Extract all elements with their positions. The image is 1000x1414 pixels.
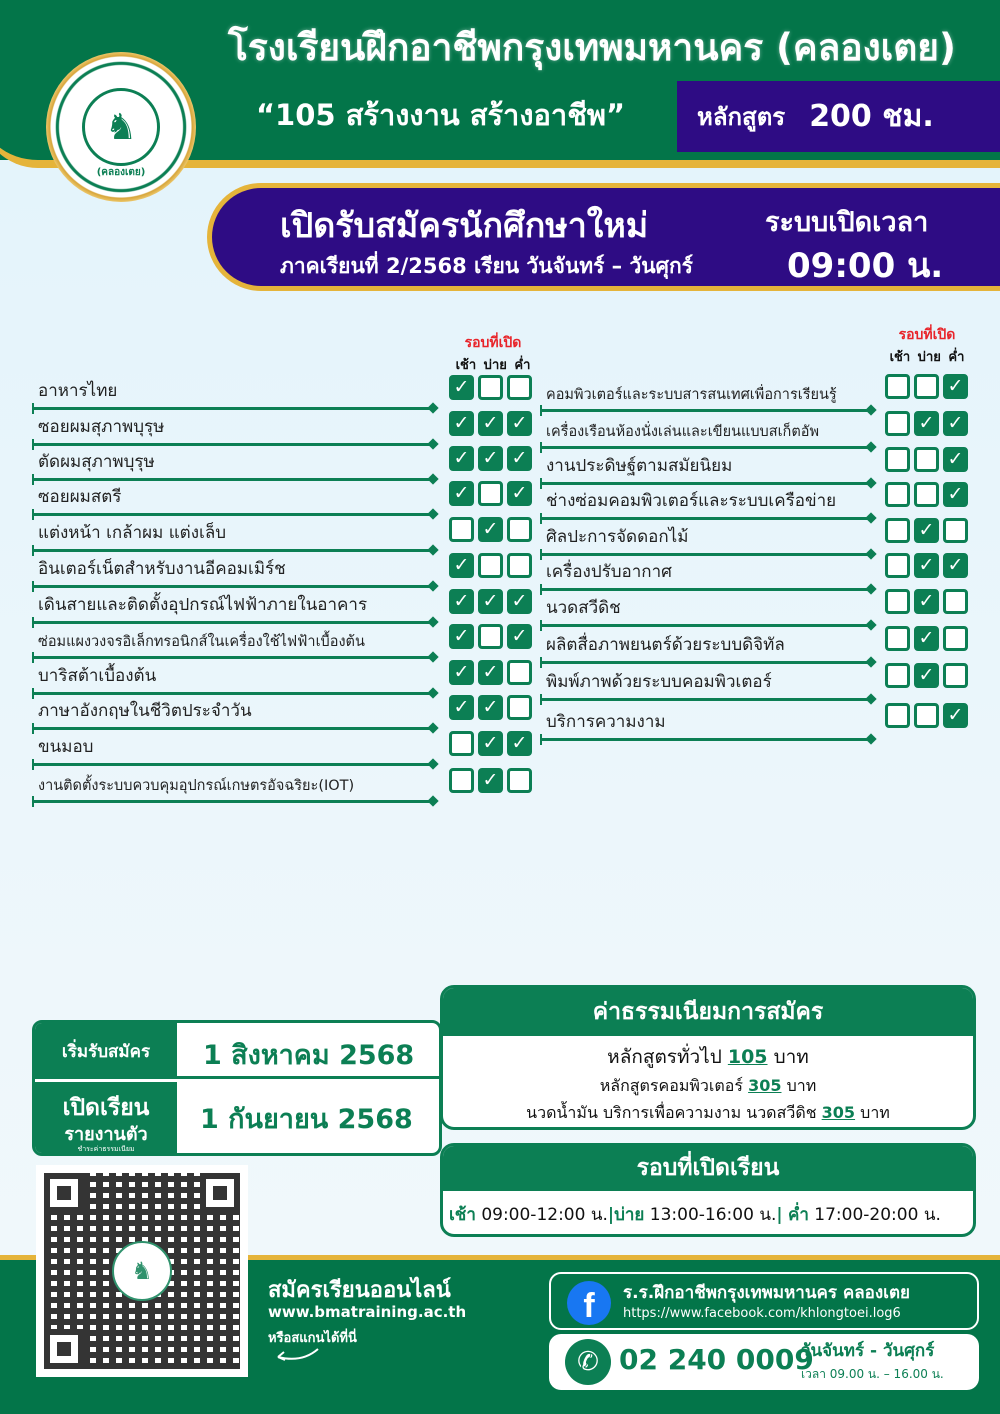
qr-pattern — [44, 1173, 240, 1369]
afternoon-checkbox-checked-icon: ✓ — [478, 589, 503, 614]
shift-labels: เช้า บ่าย ค่ำ — [889, 350, 965, 365]
afternoon-checkbox-checked-icon: ✓ — [478, 731, 503, 756]
afternoon-checkbox-empty-icon — [914, 447, 939, 472]
afternoon-checkbox-checked-icon: ✓ — [478, 517, 503, 542]
morning-checkbox-empty-icon — [885, 589, 910, 614]
course-row — [540, 591, 878, 627]
afternoon-checkbox-empty-icon — [478, 375, 503, 400]
afternoon-checkbox-empty-icon — [914, 703, 939, 728]
banner-title: เปิดรับสมัครนักศึกษาใหม่ — [280, 206, 649, 246]
fee-general-price: 105 — [727, 1046, 768, 1068]
course-row — [32, 445, 440, 481]
shift-checkboxes — [449, 517, 532, 542]
morning-checkbox-empty-icon — [885, 703, 910, 728]
fee-general-label: หลักสูตรทั่วไป — [607, 1046, 722, 1068]
qr-code[interactable] — [36, 1165, 248, 1377]
course-name: ซอยผมสตรี — [38, 487, 122, 507]
morning-checkbox-checked-icon: ✓ — [449, 624, 474, 649]
morning-checkbox-empty-icon — [449, 517, 474, 542]
phone-days: วันจันทร์ - วันศุกร์ — [801, 1341, 935, 1361]
course-name: อาหารไทย — [38, 381, 118, 401]
phone-hours: เวลา 09.00 น. – 16.00 น. — [801, 1367, 944, 1381]
course-row — [540, 449, 878, 485]
evening-checkbox-checked-icon: ✓ — [943, 411, 968, 436]
shift-checkboxes — [449, 731, 532, 756]
afternoon-checkbox-checked-icon: ✓ — [914, 663, 939, 688]
report-label: รายงานตัว — [64, 1124, 148, 1145]
fee-massage-price: 305 — [821, 1103, 856, 1122]
header-gold-line — [170, 160, 1000, 168]
evening-label: ค่ำ — [787, 1205, 809, 1225]
afternoon-checkbox-checked-icon: ✓ — [914, 589, 939, 614]
phone-contact[interactable] — [549, 1334, 979, 1390]
course-name: บาริสต้าเบื้องต้น — [38, 666, 157, 686]
afternoon-checkbox-empty-icon — [478, 553, 503, 578]
course-hours-label: หลักสูตร — [697, 103, 786, 131]
evening-checkbox-empty-icon — [507, 660, 532, 685]
morning-checkbox-empty-icon — [885, 626, 910, 651]
shift-checkboxes — [885, 703, 968, 728]
phone-number[interactable]: 02 240 0009 — [619, 1343, 814, 1376]
shift-checkboxes — [885, 663, 968, 688]
left-schedule-header — [450, 332, 536, 375]
morning-checkbox-empty-icon — [885, 518, 910, 543]
evening-checkbox-checked-icon: ✓ — [507, 731, 532, 756]
morning-checkbox-empty-icon — [449, 731, 474, 756]
evening-checkbox-checked-icon: ✓ — [943, 553, 968, 578]
shift-checkboxes — [449, 660, 532, 685]
course-name: ตัดผมสุภาพบุรุษ — [38, 452, 155, 472]
evening-checkbox-checked-icon: ✓ — [507, 589, 532, 614]
course-name: พิมพ์ภาพด้วยระบบคอมพิวเตอร์ — [546, 672, 772, 692]
morning-checkbox-empty-icon — [885, 553, 910, 578]
evening-checkbox-empty-icon — [507, 517, 532, 542]
dates-box — [32, 1020, 442, 1156]
evening-checkbox-checked-icon: ✓ — [507, 446, 532, 471]
course-name: ช่างซ่อมคอมพิวเตอร์และระบบเครือข่าย — [546, 491, 837, 511]
online-register-title: สมัครเรียนออนไลน์ — [268, 1278, 451, 1303]
scan-hint: หรือสแกนได้ที่นี่ — [268, 1331, 357, 1346]
course-row — [32, 552, 440, 588]
course-name: ภาษาอังกฤษในชีวิตประจำวัน — [38, 701, 252, 721]
morning-checkbox-empty-icon — [885, 663, 910, 688]
afternoon-checkbox-empty-icon — [478, 624, 503, 649]
course-underline — [32, 763, 432, 766]
morning-checkbox-checked-icon: ✓ — [449, 695, 474, 720]
course-row — [540, 484, 878, 520]
afternoon-checkbox-checked-icon: ✓ — [478, 695, 503, 720]
afternoon-checkbox-checked-icon: ✓ — [914, 553, 939, 578]
course-name: ศิลปะการจัดดอกไม้ — [546, 527, 689, 547]
course-row — [32, 767, 440, 803]
shift-checkboxes — [885, 411, 968, 436]
evening-checkbox-checked-icon: ✓ — [943, 703, 968, 728]
evening-checkbox-empty-icon — [943, 589, 968, 614]
course-name: ซอยผมสุภาพบุรุษ — [38, 417, 165, 437]
shift-checkboxes — [449, 481, 532, 506]
course-row — [540, 520, 878, 556]
course-row — [32, 623, 440, 659]
afternoon-checkbox-checked-icon: ✓ — [914, 518, 939, 543]
course-underline — [540, 698, 870, 701]
qr-finder — [200, 1173, 240, 1213]
evening-checkbox-empty-icon — [507, 768, 532, 793]
evening-checkbox-checked-icon: ✓ — [507, 411, 532, 436]
open-time-label: ระบบเปิดเวลา — [765, 207, 929, 238]
qr-school-logo-icon: ♞ — [112, 1241, 172, 1301]
course-row — [540, 665, 878, 701]
afternoon-time: 13:00-16:00 น. — [649, 1205, 777, 1225]
fee-computer-price: 305 — [748, 1076, 782, 1095]
fee-unit: บาท — [860, 1103, 890, 1122]
course-hours-value: 200 ชม. — [809, 99, 934, 134]
fee-box — [440, 985, 976, 1130]
separator: | — [776, 1205, 783, 1225]
open-rounds-label: รอบที่เปิด — [464, 335, 522, 351]
morning-checkbox-empty-icon — [449, 768, 474, 793]
evening-checkbox-empty-icon — [943, 626, 968, 651]
facebook-url[interactable]: https://www.facebook.com/khlongtoei.log6 — [623, 1306, 901, 1321]
afternoon-label: บ่าย — [614, 1205, 645, 1225]
course-row — [540, 705, 878, 741]
open-rounds-label: รอบที่เปิด — [898, 327, 956, 343]
course-underline — [540, 661, 870, 664]
separator: | — [607, 1205, 615, 1225]
admission-banner — [207, 183, 1000, 291]
seal-caption: (คลองเตย) — [96, 167, 146, 178]
course-name: ขนมอบ — [38, 737, 94, 757]
afternoon-checkbox-empty-icon — [914, 374, 939, 399]
course-underline — [540, 738, 870, 741]
course-hours-box — [677, 81, 1000, 152]
shift-checkboxes — [885, 374, 968, 399]
evening-checkbox-checked-icon: ✓ — [943, 374, 968, 399]
course-row — [540, 555, 878, 591]
evening-checkbox-empty-icon — [507, 695, 532, 720]
shift-checkboxes — [449, 411, 532, 436]
slogan: “105 สร้างงาน สร้างอาชีพ” — [256, 98, 626, 132]
course-name: เดินสายและติดตั้งอุปกรณ์ไฟฟ้าภายในอาคาร — [38, 595, 368, 615]
fee-general — [443, 1042, 973, 1072]
course-name: ผลิตสื่อภาพยนตร์ด้วยระบบดิจิทัล — [546, 635, 785, 655]
shift-checkboxes — [449, 589, 532, 614]
morning-checkbox-checked-icon: ✓ — [449, 589, 474, 614]
shift-checkboxes — [449, 553, 532, 578]
school-seal-logo — [46, 52, 196, 202]
shift-checkboxes — [449, 375, 532, 400]
morning-checkbox-empty-icon — [885, 374, 910, 399]
course-row — [32, 516, 440, 552]
morning-checkbox-checked-icon: ✓ — [449, 481, 474, 506]
shift-checkboxes — [885, 447, 968, 472]
evening-checkbox-empty-icon — [943, 518, 968, 543]
curved-arrow-icon — [272, 1345, 322, 1363]
class-date: 1 กันยายน 2568 — [200, 1104, 413, 1135]
afternoon-checkbox-checked-icon: ✓ — [478, 411, 503, 436]
course-row — [32, 588, 440, 624]
evening-checkbox-checked-icon: ✓ — [507, 481, 532, 506]
evening-time: 17:00-20:00 น. — [814, 1205, 941, 1225]
course-row — [32, 410, 440, 446]
qr-finder — [44, 1173, 84, 1213]
course-row — [540, 376, 878, 412]
course-underline — [540, 409, 870, 412]
course-name: นวดสวีดิช — [546, 598, 621, 618]
course-name: อินเตอร์เน็ตสำหรับงานอีคอมเมิร์ช — [38, 559, 286, 579]
right-schedule-header — [884, 324, 970, 367]
course-underline — [540, 624, 870, 627]
course-row — [32, 480, 440, 516]
course-name: ซ่อมแผงวงจรอิเล็กทรอนิกส์ในเครื่องใช้ไฟฟ้าเบื้องต้น — [38, 634, 365, 650]
apply-date: 1 สิงหาคม 2568 — [203, 1040, 415, 1071]
course-row — [32, 374, 440, 410]
fee-note: ชำระค่าธรรมเนียม — [77, 1145, 135, 1153]
qr-finder — [44, 1329, 84, 1369]
apply-row — [35, 1023, 439, 1079]
course-row — [540, 413, 878, 449]
website-link[interactable]: www.bmatraining.ac.th — [268, 1303, 467, 1321]
course-name: เครื่องเรือนห้องนั่งเล่นและเขียนแบบสเก็ตอัพ — [546, 424, 820, 440]
shift-checkboxes — [449, 768, 532, 793]
evening-checkbox-empty-icon — [507, 375, 532, 400]
shift-checkboxes — [885, 482, 968, 507]
afternoon-checkbox-checked-icon: ✓ — [914, 626, 939, 651]
shift-checkboxes — [885, 553, 968, 578]
elephant-emblem-icon: ♞ — [82, 88, 160, 166]
school-title: โรงเรียนฝึกอาชีพกรุงเทพมหานคร (คลองเตย) — [228, 26, 956, 69]
fee-computer — [443, 1074, 973, 1099]
course-row — [32, 694, 440, 730]
course-row — [32, 730, 440, 766]
course-name: แต่งหน้า เกล้าผม แต่งเล็บ — [38, 523, 227, 543]
evening-checkbox-empty-icon — [943, 663, 968, 688]
shift-checkboxes — [449, 695, 532, 720]
morning-label: เช้า — [449, 1205, 476, 1225]
course-name: เครื่องปรับอากาศ — [546, 562, 672, 582]
morning-checkbox-checked-icon: ✓ — [449, 446, 474, 471]
course-name: งานติดตั้งระบบควบคุมอุปกรณ์เกษตรอัจฉริยะ(IOT) — [38, 778, 355, 794]
phone-icon: ✆ — [565, 1339, 611, 1385]
afternoon-checkbox-checked-icon: ✓ — [478, 660, 503, 685]
fee-unit: บาท — [786, 1076, 817, 1095]
morning-checkbox-checked-icon: ✓ — [449, 411, 474, 436]
shift-checkboxes — [449, 624, 532, 649]
morning-checkbox-checked-icon: ✓ — [449, 375, 474, 400]
facebook-page-name: ร.ร.ฝึกอาชีพกรุงเทพมหานคร คลองเตย — [623, 1283, 910, 1303]
course-name: งานประดิษฐ์ตามสมัยนิยม — [546, 456, 733, 476]
evening-checkbox-empty-icon — [507, 553, 532, 578]
evening-checkbox-checked-icon: ✓ — [943, 447, 968, 472]
open-time-value: 09:00 น. — [787, 246, 944, 286]
morning-checkbox-checked-icon: ✓ — [449, 553, 474, 578]
course-name: บริการความงาม — [546, 712, 666, 732]
morning-checkbox-empty-icon — [885, 411, 910, 436]
afternoon-checkbox-checked-icon: ✓ — [914, 411, 939, 436]
shift-checkboxes — [449, 446, 532, 471]
shift-checkboxes — [885, 518, 968, 543]
fee-massage — [443, 1101, 973, 1126]
morning-checkbox-checked-icon: ✓ — [449, 660, 474, 685]
class-rounds-box — [440, 1143, 976, 1237]
rounds-times — [443, 1191, 973, 1228]
fee-unit: บาท — [773, 1046, 809, 1068]
class-label: เปิดเรียน — [62, 1095, 150, 1121]
fee-title: ค่าธรรมเนียมการสมัคร — [443, 988, 973, 1036]
morning-checkbox-empty-icon — [885, 482, 910, 507]
afternoon-checkbox-checked-icon: ✓ — [478, 768, 503, 793]
course-row — [540, 628, 878, 664]
banner-subtitle: ภาคเรียนที่ 2/2568 เรียน วันจันทร์ – วันศุกร์ — [280, 254, 693, 278]
afternoon-checkbox-checked-icon: ✓ — [478, 446, 503, 471]
course-name: คอมพิวเตอร์และระบบสารสนเทศเพื่อการเรียนรู้ — [546, 387, 837, 403]
morning-time: 09:00-12:00 น. — [481, 1205, 608, 1225]
shift-checkboxes — [885, 626, 968, 651]
morning-checkbox-empty-icon — [885, 447, 910, 472]
afternoon-checkbox-empty-icon — [914, 482, 939, 507]
class-label-cell — [35, 1082, 177, 1156]
rounds-title: รอบที่เปิดเรียน — [443, 1146, 973, 1191]
facebook-icon: f — [567, 1281, 611, 1325]
course-row — [32, 659, 440, 695]
evening-checkbox-checked-icon: ✓ — [943, 482, 968, 507]
course-underline — [32, 800, 432, 803]
fee-massage-label: นวดน้ำมัน บริการเพื่อความงาม นวดสวีดิช — [526, 1103, 817, 1122]
afternoon-checkbox-empty-icon — [478, 481, 503, 506]
facebook-contact[interactable] — [549, 1272, 979, 1330]
apply-label: เริ่มรับสมัคร — [35, 1023, 177, 1079]
fee-computer-label: หลักสูตรคอมพิวเตอร์ — [599, 1076, 743, 1095]
shift-checkboxes — [885, 589, 968, 614]
evening-checkbox-checked-icon: ✓ — [507, 624, 532, 649]
shift-labels: เช้า บ่าย ค่ำ — [455, 358, 531, 373]
